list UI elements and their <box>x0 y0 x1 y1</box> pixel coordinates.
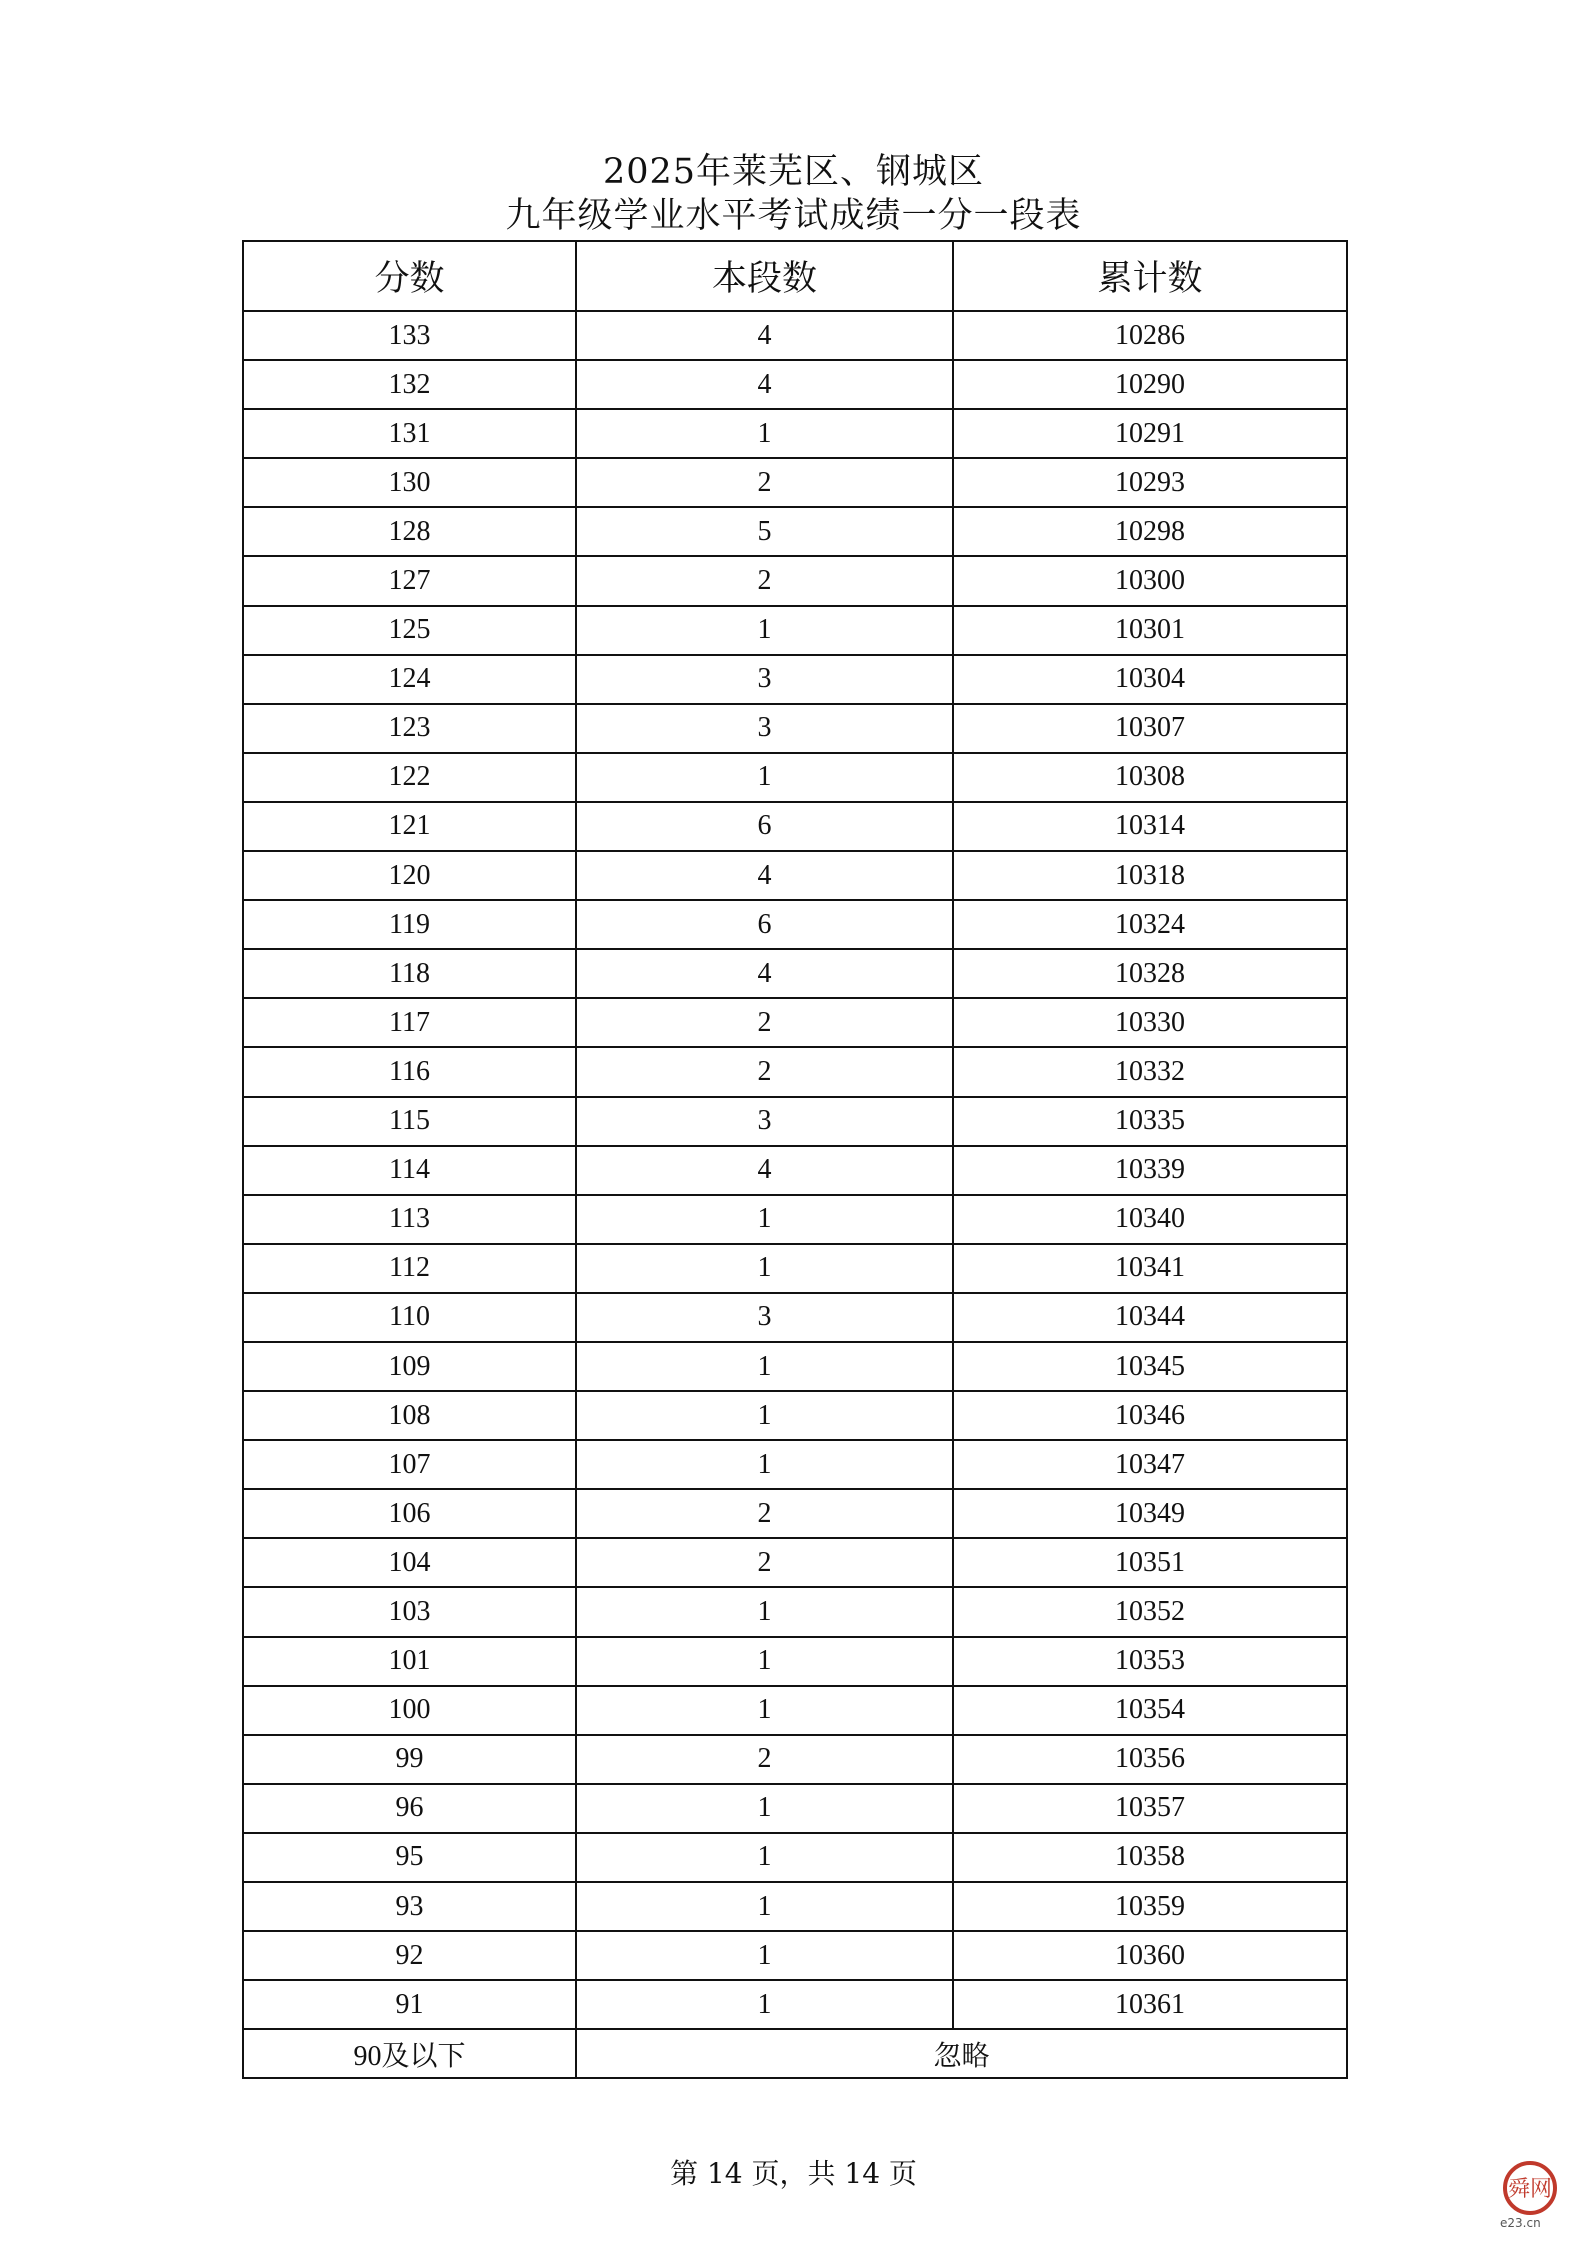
cell-cumulative-count: 10349 <box>953 1489 1347 1538</box>
cell-score: 112 <box>243 1244 576 1293</box>
cell-segment-count: 1 <box>576 1882 953 1931</box>
cell-score: 123 <box>243 704 576 753</box>
cell-segment-count: 1 <box>576 753 953 802</box>
cell-segment-count: 1 <box>576 1931 953 1980</box>
cell-score: 120 <box>243 851 576 900</box>
table-row <box>243 1047 1347 1096</box>
table-row-last <box>243 2029 1347 2078</box>
table-row <box>243 655 1347 704</box>
cell-segment-count: 1 <box>576 1391 953 1440</box>
cell-cumulative-count: 10328 <box>953 949 1347 998</box>
cell-score: 124 <box>243 655 576 704</box>
cell-score: 128 <box>243 507 576 556</box>
cell-segment-count: 1 <box>576 1637 953 1686</box>
cell-score: 109 <box>243 1342 576 1391</box>
cell-segment-count: 2 <box>576 556 953 605</box>
cell-cumulative-count: 10344 <box>953 1293 1347 1342</box>
table-row <box>243 1293 1347 1342</box>
cell-cumulative-count: 10339 <box>953 1146 1347 1195</box>
cell-segment-count: 1 <box>576 1440 953 1489</box>
cell-cumulative-count: 10301 <box>953 606 1347 655</box>
table-row <box>243 1587 1347 1636</box>
cell-segment-count: 1 <box>576 1980 953 2029</box>
cell-cumulative-count: 10291 <box>953 409 1347 458</box>
cell-segment-count: 4 <box>576 360 953 409</box>
table-row <box>243 900 1347 949</box>
cell-score: 99 <box>243 1735 576 1784</box>
cell-score: 91 <box>243 1980 576 2029</box>
cell-score: 114 <box>243 1146 576 1195</box>
table-header-row <box>243 241 1347 311</box>
table-row <box>243 606 1347 655</box>
cell-ignored-note: 忽略 <box>576 2029 1347 2078</box>
header-cumulative-count: 累计数 <box>953 241 1347 311</box>
cell-cumulative-count: 10346 <box>953 1391 1347 1440</box>
table-row <box>243 311 1347 360</box>
cell-score: 93 <box>243 1882 576 1931</box>
table-row <box>243 1735 1347 1784</box>
table-row <box>243 1686 1347 1735</box>
cell-segment-count: 6 <box>576 802 953 851</box>
page-number: 第 14 页，共 14 页 <box>670 2157 917 2190</box>
header-score: 分数 <box>243 241 576 311</box>
table-row <box>243 458 1347 507</box>
cell-score: 115 <box>243 1097 576 1146</box>
table-row <box>243 1244 1347 1293</box>
logo-text: 舜网 <box>1507 2177 1553 2202</box>
table-row <box>243 556 1347 605</box>
table-row <box>243 1833 1347 1882</box>
cell-cumulative-count: 10314 <box>953 802 1347 851</box>
cell-cumulative-count: 10340 <box>953 1195 1347 1244</box>
table-row <box>243 1784 1347 1833</box>
cell-segment-count: 6 <box>576 900 953 949</box>
table-row <box>243 1342 1347 1391</box>
cell-cumulative-count: 10353 <box>953 1637 1347 1686</box>
cell-segment-count: 1 <box>576 1686 953 1735</box>
cell-score: 133 <box>243 311 576 360</box>
cell-segment-count: 3 <box>576 704 953 753</box>
cell-cumulative-count: 10318 <box>953 851 1347 900</box>
table-row <box>243 1391 1347 1440</box>
table-row <box>243 949 1347 998</box>
table-row <box>243 409 1347 458</box>
table-row <box>243 998 1347 1047</box>
cell-cumulative-count: 10359 <box>953 1882 1347 1931</box>
table-row <box>243 1195 1347 1244</box>
cell-score: 103 <box>243 1587 576 1636</box>
cell-cumulative-count: 10357 <box>953 1784 1347 1833</box>
cell-cumulative-count: 10361 <box>953 1980 1347 2029</box>
cell-cumulative-count: 10332 <box>953 1047 1347 1096</box>
cell-segment-count: 3 <box>576 1293 953 1342</box>
cell-cumulative-count: 10293 <box>953 458 1347 507</box>
table-row <box>243 851 1347 900</box>
table-row <box>243 1882 1347 1931</box>
cell-score: 125 <box>243 606 576 655</box>
cell-score: 100 <box>243 1686 576 1735</box>
cell-segment-count: 5 <box>576 507 953 556</box>
cell-score: 107 <box>243 1440 576 1489</box>
cell-cumulative-count: 10352 <box>953 1587 1347 1636</box>
cell-cumulative-count: 10351 <box>953 1538 1347 1587</box>
table-row <box>243 1489 1347 1538</box>
cell-segment-count: 1 <box>576 1833 953 1882</box>
cell-score: 101 <box>243 1637 576 1686</box>
cell-segment-count: 3 <box>576 655 953 704</box>
cell-cumulative-count: 10308 <box>953 753 1347 802</box>
cell-segment-count: 4 <box>576 1146 953 1195</box>
cell-segment-count: 2 <box>576 1047 953 1096</box>
cell-score: 108 <box>243 1391 576 1440</box>
cell-segment-count: 4 <box>576 851 953 900</box>
table-row <box>243 1097 1347 1146</box>
table-row <box>243 1538 1347 1587</box>
header-segment-count: 本段数 <box>576 241 953 311</box>
cell-segment-count: 3 <box>576 1097 953 1146</box>
table-row <box>243 1440 1347 1489</box>
cell-segment-count: 2 <box>576 458 953 507</box>
cell-score-range: 90及以下 <box>243 2029 576 2078</box>
score-table <box>242 240 1348 2079</box>
cell-cumulative-count: 10290 <box>953 360 1347 409</box>
cell-cumulative-count: 10358 <box>953 1833 1347 1882</box>
cell-score: 104 <box>243 1538 576 1587</box>
cell-segment-count: 2 <box>576 1489 953 1538</box>
cell-cumulative-count: 10324 <box>953 900 1347 949</box>
table-row <box>243 360 1347 409</box>
cell-cumulative-count: 10360 <box>953 1931 1347 1980</box>
table-row <box>243 1146 1347 1195</box>
table-row <box>243 802 1347 851</box>
table-row <box>243 1637 1347 1686</box>
table-row <box>243 507 1347 556</box>
cell-score: 130 <box>243 458 576 507</box>
table-row <box>243 1980 1347 2029</box>
cell-cumulative-count: 10335 <box>953 1097 1347 1146</box>
cell-score: 132 <box>243 360 576 409</box>
logo-site-text: e23.cn <box>1500 2216 1541 2230</box>
cell-segment-count: 1 <box>576 1342 953 1391</box>
cell-cumulative-count: 10345 <box>953 1342 1347 1391</box>
cell-cumulative-count: 10356 <box>953 1735 1347 1784</box>
cell-score: 131 <box>243 409 576 458</box>
document-title-line1: 2025年莱芜区、钢城区 <box>602 152 985 192</box>
cell-score: 121 <box>243 802 576 851</box>
cell-segment-count: 2 <box>576 1735 953 1784</box>
cell-segment-count: 2 <box>576 1538 953 1587</box>
cell-segment-count: 1 <box>576 606 953 655</box>
cell-cumulative-count: 10354 <box>953 1686 1347 1735</box>
cell-score: 95 <box>243 1833 576 1882</box>
cell-cumulative-count: 10298 <box>953 507 1347 556</box>
cell-score: 110 <box>243 1293 576 1342</box>
cell-segment-count: 1 <box>576 409 953 458</box>
cell-segment-count: 2 <box>576 998 953 1047</box>
cell-score: 117 <box>243 998 576 1047</box>
cell-score: 122 <box>243 753 576 802</box>
cell-score: 92 <box>243 1931 576 1980</box>
table-row <box>243 1931 1347 1980</box>
cell-segment-count: 1 <box>576 1244 953 1293</box>
cell-score: 113 <box>243 1195 576 1244</box>
cell-cumulative-count: 10300 <box>953 556 1347 605</box>
table-row <box>243 704 1347 753</box>
table-row <box>243 753 1347 802</box>
cell-cumulative-count: 10286 <box>953 311 1347 360</box>
cell-score: 127 <box>243 556 576 605</box>
cell-cumulative-count: 10341 <box>953 1244 1347 1293</box>
cell-cumulative-count: 10307 <box>953 704 1347 753</box>
cell-segment-count: 1 <box>576 1195 953 1244</box>
cell-score: 116 <box>243 1047 576 1096</box>
cell-segment-count: 1 <box>576 1784 953 1833</box>
cell-segment-count: 1 <box>576 1587 953 1636</box>
cell-segment-count: 4 <box>576 311 953 360</box>
cell-score: 106 <box>243 1489 576 1538</box>
cell-score: 96 <box>243 1784 576 1833</box>
cell-score: 119 <box>243 900 576 949</box>
cell-score: 118 <box>243 949 576 998</box>
cell-segment-count: 4 <box>576 949 953 998</box>
document-title-line2: 九年级学业水平考试成绩一分一段表 <box>505 196 1082 236</box>
cell-cumulative-count: 10304 <box>953 655 1347 704</box>
site-logo-icon <box>1502 2160 1558 2216</box>
cell-cumulative-count: 10330 <box>953 998 1347 1047</box>
cell-cumulative-count: 10347 <box>953 1440 1347 1489</box>
